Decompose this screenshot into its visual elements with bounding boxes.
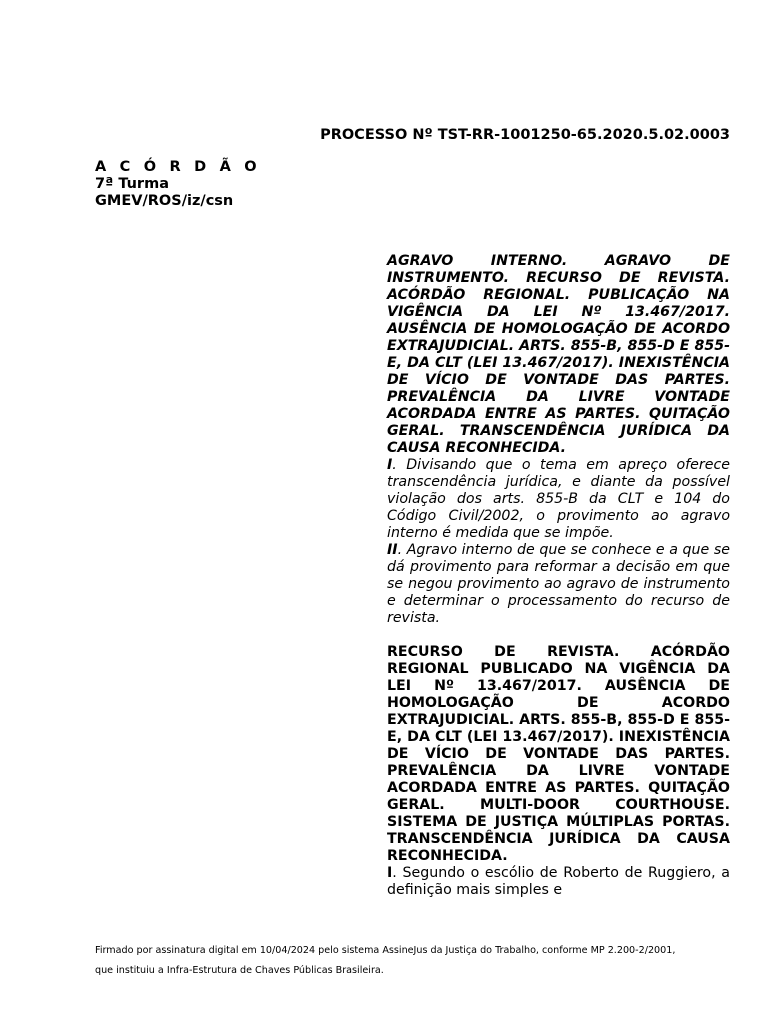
signature-footer — [95, 941, 735, 981]
item-numeral: I — [387, 865, 393, 881]
item-numeral: I — [387, 457, 393, 473]
ementa-item-2 — [387, 542, 730, 627]
item-numeral: II — [387, 542, 398, 558]
header-block — [95, 159, 261, 210]
turma-label: 7ª Turma — [95, 176, 169, 192]
document-title: A C Ó R D Ã O — [95, 159, 261, 175]
item-text: . Divisando que o tema em apreço oferece transcendência jurídica, e diante da possível violação dos arts. 855-B da CLT e 104 do Código Civil/2002, o provimento ao agravo interno é medida que se impõe. — [387, 457, 730, 541]
ementa-item-3 — [387, 865, 730, 899]
footer-line-1: Firmado por assinatura digital em 10/04/2024 pelo sistema AssineJus da Justiça do Trabalho, conforme MP 2.200-2/2001, — [95, 945, 676, 956]
ementa-item-1 — [387, 457, 730, 542]
item-text: . Agravo interno de que se conhece e a que se dá provimento para reformar a decisão em que se negou provimento ao agravo de instrumento e determinar o processamento do recurso de revista. — [387, 542, 730, 626]
ementa-heading-recurso: RECURSO DE REVISTA. ACÓRDÃO REGIONAL PUBLICADO NA VIGÊNCIA DA LEI Nº 13.467/2017. AUSÊNCIA DE HOMOLOGAÇÃO DE ACORDO EXTRAJUDICIAL. ARTS. 855-B, 855-D E 855-E, DA CLT (LEI 13.467/2017). INEXISTÊNCIA DE VÍCIO DE VONTADE DAS PARTES. PREVALÊNCIA DA LIVRE VONTADE ACORDADA ENTRE AS PARTES. QUITAÇÃO GERAL. MULTI-DOOR COURTHOUSE. SISTEMA DE JUSTIÇA MÚLTIPLAS PORTAS. TRANSCENDÊNCIA JURÍDICA DA CAUSA RECONHECIDA. — [387, 644, 730, 864]
item-text: . Segundo o escólio de Roberto de Ruggiero, a definição mais simples e — [387, 865, 730, 898]
reference-code: GMEV/ROS/iz/csn — [95, 193, 234, 209]
process-number: PROCESSO Nº TST-RR-1001250-65.2020.5.02.0003 — [320, 127, 730, 143]
ementa-heading-agravo: AGRAVO INTERNO. AGRAVO DE INSTRUMENTO. RECURSO DE REVISTA. ACÓRDÃO REGIONAL. PUBLICAÇÃO NA VIGÊNCIA DA LEI Nº 13.467/2017. AUSÊNCIA DE HOMOLOGAÇÃO DE ACORDO EXTRAJUDICIAL. ARTS. 855-B, 855-D E 855-E, DA CLT (LEI 13.467/2017). INEXISTÊNCIA DE VÍCIO DE VONTADE DAS PARTES. PREVALÊNCIA DA LIVRE VONTADE ACORDADA ENTRE AS PARTES. QUITAÇÃO GERAL. TRANSCENDÊNCIA JURÍDICA DA CAUSA RECONHECIDA. — [387, 253, 730, 456]
footer-line-2: que instituiu a Infra-Estrutura de Chaves Públicas Brasileira. — [95, 965, 384, 976]
ementa-section — [387, 253, 730, 899]
